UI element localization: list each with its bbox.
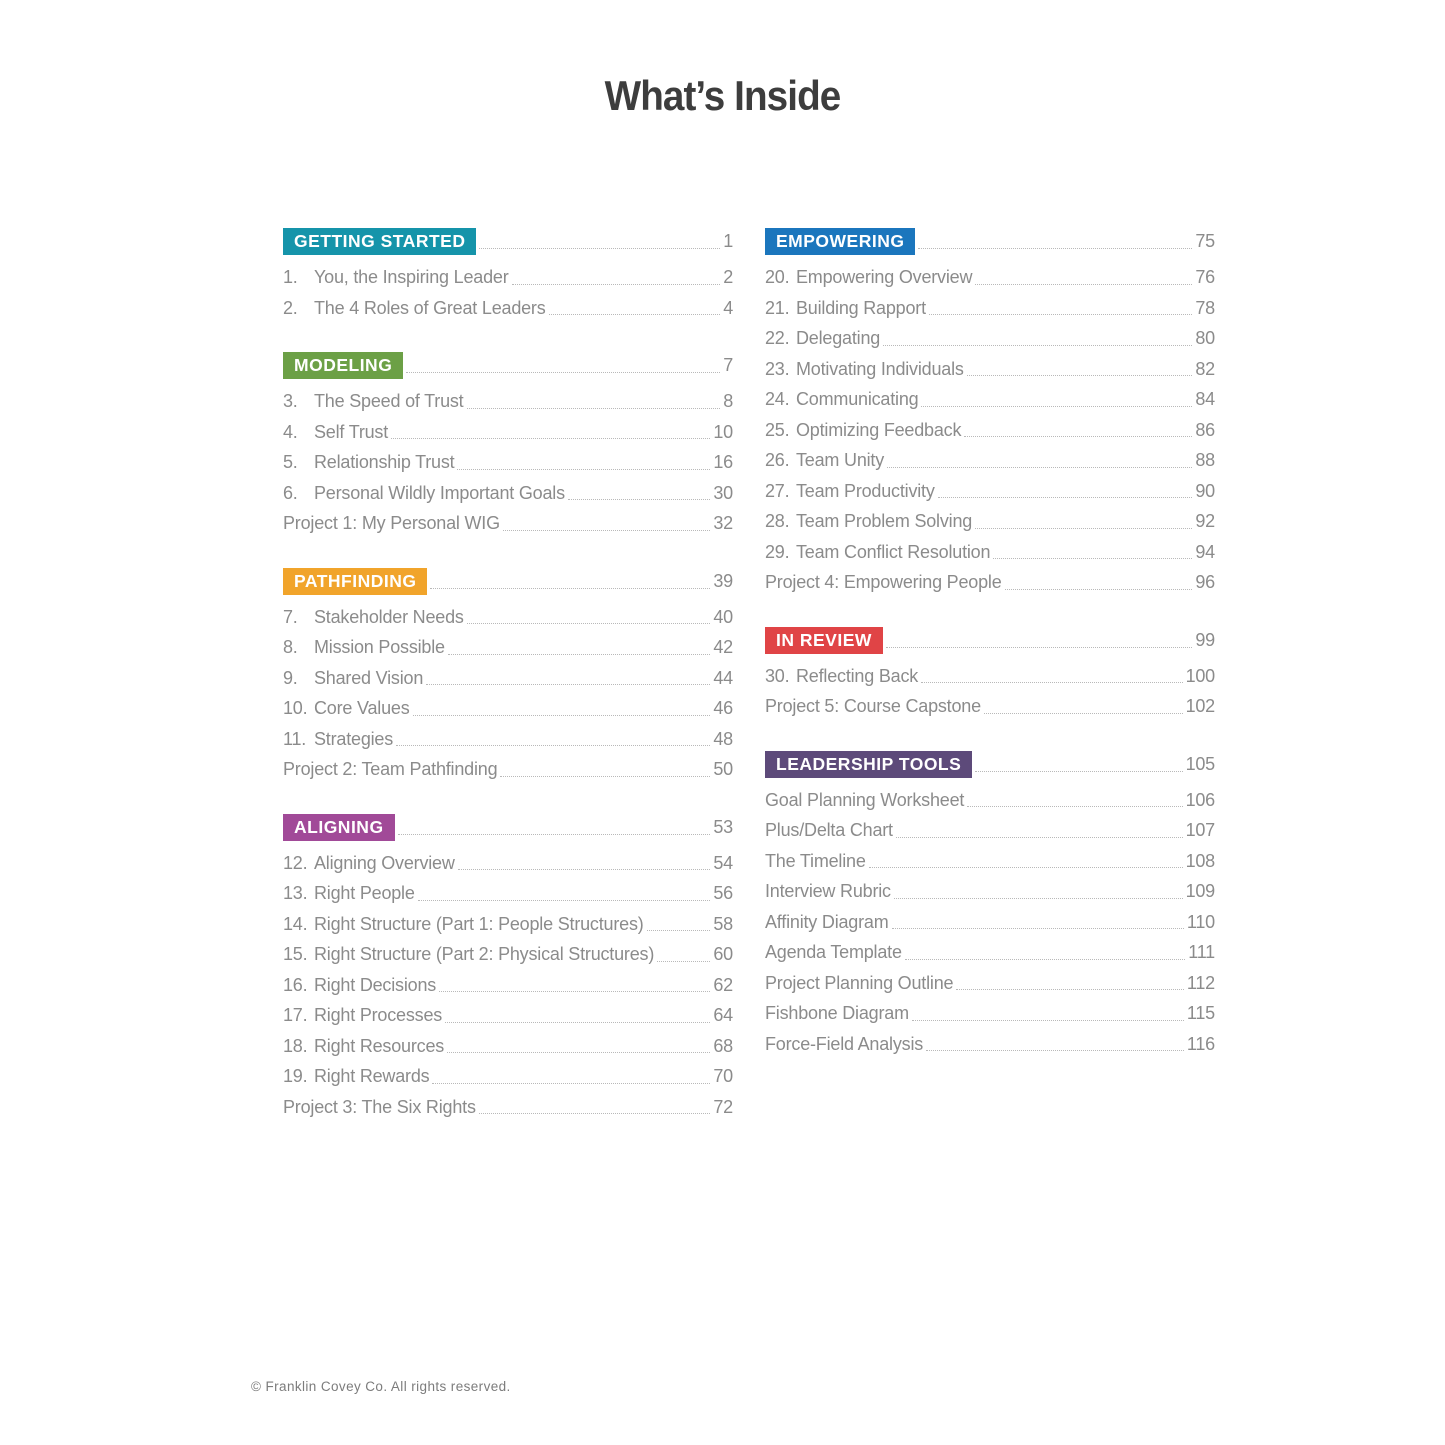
entry-label: Right Processes [314,1005,443,1025]
entry-label: Aligning Overview [314,852,455,873]
dot-leader [990,537,1195,568]
dot-leader [961,415,1195,446]
toc-entry [283,1061,733,1092]
entry-number: 7. [283,606,298,627]
toc-entry [765,937,1215,968]
entry-number: 20. [765,267,790,287]
entry-label: Project 5: Course Capstone [765,696,981,716]
entry-number: 6. [283,482,298,503]
entry-page-number: 54 [713,852,733,873]
dot-leader [546,293,724,324]
entry-page-number: 78 [1195,297,1215,318]
entry-label: You, the Inspiring Leader [314,267,509,287]
toc-entry [765,384,1215,415]
entry-page-number: 64 [713,1005,733,1025]
toc-entry [765,323,1215,354]
dot-leader [427,568,713,595]
section-badge: PATHFINDING [283,568,427,595]
toc-entry [765,998,1215,1029]
entry-page-number: 68 [713,1035,733,1056]
toc-section [283,814,733,1123]
section-badge: LEADERSHIP TOOLS [765,751,972,778]
entry-page-number: 32 [713,513,733,533]
entry-label: Core Values [314,698,410,718]
section-header-row [283,352,733,379]
toc-entry [765,506,1215,537]
entry-number: 26. [765,450,790,470]
entry-number: 14. [283,913,308,934]
dot-leader [442,1000,713,1031]
toc-entry [765,476,1215,507]
entry-number: 13. [283,883,308,903]
dot-leader [429,1061,713,1092]
dot-leader [1002,567,1196,598]
entry-label: The Speed of Trust [314,391,464,411]
toc-entry [765,785,1215,816]
toc-entry [283,262,733,293]
dot-leader [866,846,1186,877]
toc-section [283,228,733,323]
dot-leader [644,909,714,940]
entry-label: Delegating [796,328,881,348]
toc-entry [283,386,733,417]
entry-page-number: 30 [713,482,733,503]
toc-entry [283,878,733,909]
section-entries [283,262,733,323]
toc-entry [283,848,733,879]
dot-leader [388,417,713,448]
dot-leader [918,384,1195,415]
entry-label: Right Rewards [314,1066,430,1086]
section-page-number: 105 [1185,753,1215,774]
entry-page-number: 2 [723,267,733,287]
dot-leader [915,228,1195,255]
entry-label: Right Decisions [314,974,437,995]
dot-leader [891,876,1186,907]
entry-page-number: 86 [1195,419,1215,440]
toc-entry [283,1031,733,1062]
section-entries [283,602,733,785]
entry-number: 10. [283,698,308,718]
section-page-number: 99 [1195,629,1215,650]
toc-entry [283,724,733,755]
toc-section [283,568,733,785]
dot-leader [509,262,724,293]
toc-entry [765,415,1215,446]
entry-label: Relationship Trust [314,452,455,472]
section-badge: IN REVIEW [765,627,883,654]
entry-number: 19. [283,1066,308,1086]
toc-entry [283,1092,733,1123]
entry-page-number: 46 [713,698,733,718]
toc-column-left [283,228,733,1151]
entry-label: The 4 Roles of Great Leaders [314,297,546,318]
entry-label: Plus/Delta Chart [765,820,893,840]
entry-label: Empowering Overview [796,267,973,287]
entry-number: 1. [283,267,298,287]
toc-entry [283,663,733,694]
entry-number: 3. [283,391,298,411]
entry-label: Project 1: My Personal WIG [283,513,500,533]
section-page-number: 75 [1195,231,1215,251]
entry-label: Goal Planning Worksheet [765,789,965,810]
entry-number: 24. [765,389,790,409]
entry-label: Team Productivity [796,480,935,501]
entry-number: 22. [765,328,790,348]
section-header-row [283,814,733,841]
toc-entry [283,293,733,324]
entry-label: Agenda Template [765,942,902,962]
entry-number: 18. [283,1035,308,1056]
entry-label: Motivating Individuals [796,358,964,379]
entry-page-number: 108 [1185,850,1215,871]
toc-entry [283,602,733,633]
entry-page-number: 60 [713,944,733,964]
dot-leader [964,354,1196,385]
entry-page-number: 80 [1195,328,1215,348]
dot-leader [500,508,714,539]
toc-entry [765,661,1215,692]
entry-page-number: 70 [713,1066,733,1086]
toc-entry [283,693,733,724]
entry-number: 29. [765,541,790,562]
entry-label: Optimizing Feedback [796,419,962,440]
toc-entry [283,417,733,448]
dot-leader [395,814,714,841]
section-entries [283,848,733,1123]
entry-label: Reflecting Back [796,665,919,686]
section-page-number: 7 [723,355,733,375]
dot-leader [964,785,1185,816]
section-page-number: 39 [713,570,733,591]
entry-page-number: 106 [1185,789,1215,810]
dot-leader [565,478,713,509]
toc-entry [283,632,733,663]
entry-page-number: 16 [713,452,733,472]
entry-number: 5. [283,452,298,472]
toc-entry [283,478,733,509]
dot-leader [476,228,723,255]
toc-entry [283,909,733,940]
entry-page-number: 40 [713,606,733,627]
toc-entry [765,691,1215,722]
dot-leader [909,998,1187,1029]
dot-leader [455,848,714,879]
entry-label: Stakeholder Needs [314,606,464,627]
dot-leader [497,754,713,785]
section-badge: GETTING STARTED [283,228,476,255]
entry-page-number: 4 [723,297,733,318]
section-page-number: 53 [713,816,733,837]
entry-label: Right Structure (Part 2: Physical Structures) [314,944,655,964]
section-badge: ALIGNING [283,814,395,841]
entry-page-number: 72 [713,1096,733,1117]
entry-label: Self Trust [314,421,389,442]
section-entries [765,262,1215,598]
dot-leader [403,352,723,379]
copyright-footer: © Franklin Covey Co. All rights reserved. [251,1379,511,1394]
dot-leader [476,1092,714,1123]
dot-leader [926,293,1195,324]
entry-page-number: 8 [723,391,733,411]
toc-entry [765,1029,1215,1060]
entry-page-number: 102 [1185,696,1215,716]
toc-entry [283,939,733,970]
toc-entry [765,567,1215,598]
entry-number: 28. [765,511,790,531]
entry-label: Right People [314,883,415,903]
entry-label: Interview Rubric [765,881,891,901]
dot-leader [923,1029,1187,1060]
entry-page-number: 84 [1195,389,1215,409]
entry-page-number: 10 [713,421,733,442]
entry-number: 9. [283,667,298,688]
toc-entry [765,846,1215,877]
entry-label: Project 2: Team Pathfinding [283,759,498,779]
entry-page-number: 76 [1195,267,1215,287]
dot-leader [884,445,1195,476]
entry-page-number: 94 [1195,541,1215,562]
toc-entry [765,445,1215,476]
entry-label: Affinity Diagram [765,911,889,932]
entry-number: 4. [283,421,298,442]
toc-section [765,627,1215,722]
dot-leader [883,627,1195,654]
entry-label: Right Resources [314,1035,445,1056]
toc-entry [765,354,1215,385]
toc-entry [765,876,1215,907]
toc-section [765,751,1215,1060]
entry-page-number: 50 [713,759,733,779]
entry-page-number: 62 [713,974,733,995]
entry-label: Building Rapport [796,297,926,318]
entry-page-number: 82 [1195,358,1215,379]
dot-leader [454,447,713,478]
entry-label: Project 3: The Six Rights [283,1096,476,1117]
dot-leader [393,724,713,755]
entry-label: Strategies [314,728,394,749]
entry-page-number: 42 [713,637,733,657]
entry-page-number: 116 [1186,1033,1215,1054]
dot-leader [972,262,1195,293]
toc-entry [283,447,733,478]
entry-label: Communicating [796,389,919,409]
entry-number: 17. [283,1005,308,1025]
entry-number: 25. [765,419,790,440]
dot-leader [981,691,1186,722]
entry-label: Team Problem Solving [796,511,973,531]
entry-page-number: 115 [1186,1003,1215,1023]
entry-page-number: 90 [1195,480,1215,501]
dot-leader [464,386,724,417]
dot-leader [972,751,1185,778]
entry-page-number: 111 [1188,942,1215,962]
section-badge: MODELING [283,352,403,379]
section-header-row [765,627,1215,654]
dot-leader [415,878,714,909]
dot-leader [444,1031,713,1062]
toc-entry [765,537,1215,568]
entry-label: Right Structure (Part 1: People Structures) [314,913,644,934]
entry-number: 8. [283,637,298,657]
entry-label: Shared Vision [314,667,424,688]
dot-leader [410,693,714,724]
section-page-number: 1 [723,231,733,251]
entry-page-number: 107 [1185,820,1215,840]
section-header-row [283,228,733,255]
dot-leader [436,970,713,1001]
entry-page-number: 92 [1195,511,1215,531]
toc-entry [765,815,1215,846]
toc-columns [283,228,1215,1151]
entry-label: Personal Wildly Important Goals [314,482,565,503]
dot-leader [423,663,713,694]
entry-number: 30. [765,665,790,686]
section-header-row [283,568,733,595]
entry-page-number: 48 [713,728,733,749]
toc-entry [765,968,1215,999]
dot-leader [889,907,1187,938]
entry-label: Project Planning Outline [765,972,954,993]
entry-page-number: 88 [1195,450,1215,470]
dot-leader [893,815,1186,846]
dot-leader [972,506,1195,537]
entry-number: 21. [765,297,790,318]
section-entries [765,661,1215,722]
entry-label: Fishbone Diagram [765,1003,909,1023]
entry-page-number: 109 [1185,881,1215,901]
toc-section [283,352,733,539]
toc-entry [283,1000,733,1031]
entry-label: Force-Field Analysis [765,1033,924,1054]
entry-page-number: 58 [713,913,733,934]
dot-leader [445,632,714,663]
toc-column-right [765,228,1215,1151]
dot-leader [918,661,1186,692]
page-title: What’s Inside [604,72,841,119]
dot-leader [953,968,1187,999]
entry-label: Project 4: Empowering People [765,572,1002,592]
toc-entry [283,508,733,539]
entry-number: 16. [283,974,308,995]
entry-number: 23. [765,358,790,379]
entry-page-number: 110 [1186,911,1215,932]
dot-leader [880,323,1195,354]
entry-number: 15. [283,944,308,964]
toc-entry [283,754,733,785]
entry-page-number: 44 [713,667,733,688]
toc-entry [765,293,1215,324]
section-entries [283,386,733,539]
toc-entry [765,907,1215,938]
toc-entry [765,262,1215,293]
section-header-row [765,751,1215,778]
entry-number: 12. [283,852,308,873]
section-entries [765,785,1215,1060]
dot-leader [935,476,1196,507]
entry-number: 27. [765,480,790,501]
dot-leader [464,602,714,633]
entry-page-number: 96 [1195,572,1215,592]
entry-number: 2. [283,297,298,318]
section-badge: EMPOWERING [765,228,915,255]
entry-label: Team Conflict Resolution [796,541,991,562]
toc-section [765,228,1215,598]
entry-label: The Timeline [765,850,866,871]
entry-number: 11. [283,728,307,749]
section-header-row [765,228,1215,255]
entry-page-number: 112 [1186,972,1215,993]
entry-label: Mission Possible [314,637,445,657]
dot-leader [902,937,1188,968]
entry-page-number: 56 [713,883,733,903]
toc-entry [283,970,733,1001]
entry-label: Team Unity [796,450,885,470]
entry-page-number: 100 [1185,665,1215,686]
dot-leader [654,939,713,970]
